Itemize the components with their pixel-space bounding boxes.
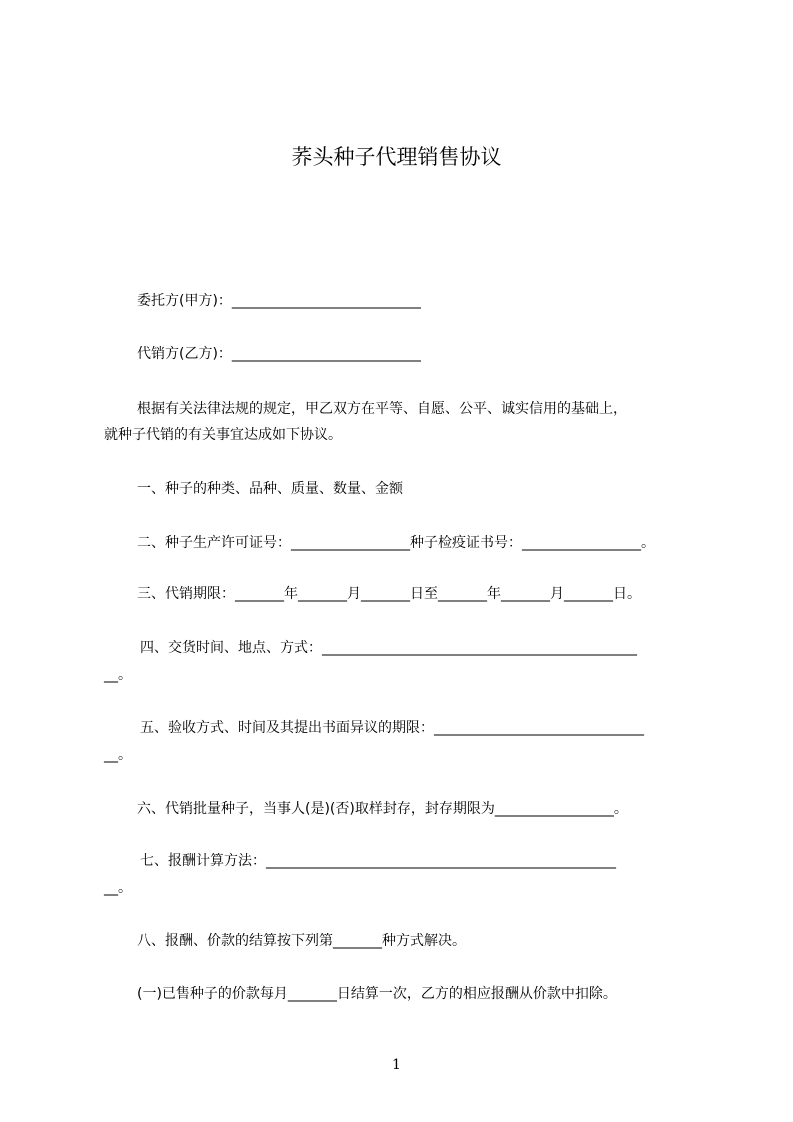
clause-3: 三、代销期限：_______年_______月_______日至_______年_______月_______日。 bbox=[137, 586, 641, 602]
document-title: 荞头种子代理销售协议 bbox=[291, 145, 502, 169]
clause-5-line-2: __。 bbox=[104, 747, 132, 763]
party-b-line: 代销方(乙方)：___________________________ bbox=[137, 346, 421, 362]
intro-paragraph-line-1: 根据有关法律法规的规定，甲乙双方在平等、自愿、公平、诚实信用的基础上， bbox=[137, 401, 627, 417]
intro-paragraph-line-2: 就种子代销的有关事宜达成如下协议。 bbox=[104, 427, 342, 443]
clause-4-line-1: 四、交货时间、地点、方式：_____________________________________________ bbox=[140, 640, 637, 656]
clause-7-line-1: 七、报酬计算方法：__________________________________________________ bbox=[140, 853, 616, 869]
party-a-line: 委托方(甲方)：___________________________ bbox=[137, 293, 421, 309]
clause-8: 八、报酬、价款的结算按下列第_______种方式解决。 bbox=[137, 933, 466, 949]
clause-6: 六、代销批量种子，当事人(是)(否)取样封存，封存期限为_________________。 bbox=[137, 801, 628, 817]
clause-1: 一、种子的种类、品种、质量、数量、金额 bbox=[137, 481, 403, 497]
clause-7-line-2: __。 bbox=[104, 880, 132, 896]
clause-2: 二、种子生产许可证号：_________________种子检疫证书号：_________________。 bbox=[137, 535, 655, 551]
clause-4-line-2: __。 bbox=[104, 667, 132, 683]
clause-8-item-1: (一)已售种子的价款每月_______日结算一次，乙方的相应报酬从价款中扣除。 bbox=[137, 986, 617, 1002]
clause-5-line-1: 五、验收方式、时间及其提出书面异议的期限：______________________________ bbox=[140, 720, 644, 736]
page-number: 1 bbox=[392, 1057, 401, 1073]
